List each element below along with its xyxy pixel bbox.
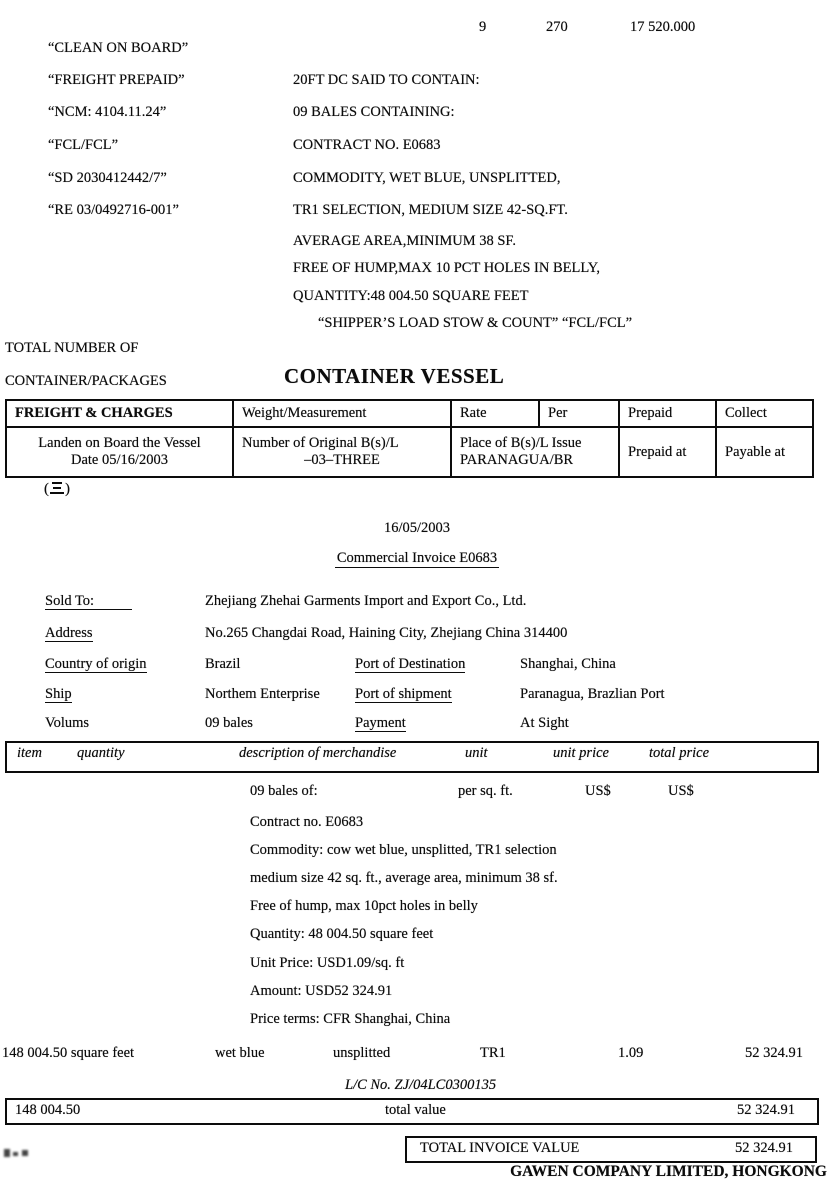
row-unit: per sq. ft.	[458, 783, 513, 799]
desc-line-contract: Contract no. E0683	[250, 814, 364, 830]
field-sold-to-value: Zhejiang Zhehai Garments Import and Export Co., Ltd.	[205, 593, 527, 609]
desc-free-of-hump: FREE OF HUMP,MAX 10 PCT HOLES IN BELLY,	[293, 260, 600, 276]
freight-charges-table	[5, 399, 814, 478]
desc-bales: 09 BALES CONTAINING:	[293, 104, 455, 120]
three-character-icon	[50, 482, 64, 494]
row-bales-of: 09 bales of:	[250, 783, 318, 799]
desc-line-terms: Price terms: CFR Shanghai, China	[250, 1011, 451, 1027]
col-total-price: total price	[649, 745, 710, 761]
cell-payable-at: Payable at	[716, 427, 813, 477]
invoice-title-text: Commercial Invoice E0683	[336, 550, 498, 566]
desc-said-to-contain: 20FT DC SAID TO CONTAIN:	[293, 72, 480, 88]
desc-commodity: COMMODITY, WET BLUE, UNSPLITTED,	[293, 170, 561, 186]
col-quantity: quantity	[77, 745, 125, 761]
col-prepaid: Prepaid	[619, 400, 716, 427]
col-freight-charges: FREIGHT & CHARGES	[6, 400, 233, 427]
item-spec: unsplitted	[333, 1045, 391, 1061]
date-line: Date 05/16/2003	[70, 452, 169, 468]
clause-freight-prepaid: “FREIGHT PREPAID”	[48, 72, 185, 88]
desc-line-hump: Free of hump, max 10pct holes in belly	[250, 898, 478, 914]
item-total: 52 324.91	[745, 1045, 803, 1061]
place-issue-line: Place of B(s)/L Issue	[460, 435, 582, 451]
col-collect: Collect	[716, 400, 813, 427]
total-invoice-box	[405, 1136, 817, 1163]
cell-place-of-issue	[451, 427, 619, 477]
field-volums-value: 09 bales	[205, 715, 253, 731]
row-unit-usd: US$	[585, 783, 611, 799]
desc-line-size: medium size 42 sq. ft., average area, minimum 38 sf.	[250, 870, 558, 886]
company-signature: GAWEN COMPANY LIMITED, HONGKONG	[510, 1163, 827, 1180]
total-invoice-amount: 52 324.91	[735, 1140, 793, 1156]
total-qty: 148 004.50	[15, 1102, 81, 1118]
field-port-destination-value: Shanghai, China	[520, 656, 616, 672]
col-unit: unit	[465, 745, 488, 761]
field-address-label: Address	[45, 625, 93, 641]
total-value-row	[5, 1098, 819, 1125]
item-selection: TR1	[480, 1045, 506, 1061]
invoice-date: 16/05/2003	[383, 520, 451, 536]
desc-line-unit-price: Unit Price: USD1.09/sq. ft	[250, 955, 405, 971]
lc-number-line: L/C No. ZJ/04LC0300135	[345, 1077, 497, 1093]
paren-open: (	[44, 481, 49, 497]
total-number-of-label: TOTAL NUMBER OF	[5, 340, 139, 356]
desc-line-commodity: Commodity: cow wet blue, unsplitted, TR1 selection	[250, 842, 557, 858]
scan-smudge	[4, 1147, 30, 1158]
paranagua-line: PARANAGUA/BR	[460, 452, 574, 468]
section-marker	[44, 481, 70, 498]
field-volums-label: Volums	[45, 715, 90, 731]
clause-clean-on-board: “CLEAN ON BOARD”	[48, 40, 189, 56]
desc-selection: TR1 SELECTION, MEDIUM SIZE 42-SQ.FT.	[293, 202, 568, 218]
landed-line: Landen on Board the Vessel	[38, 435, 201, 451]
total-value-amount: 52 324.91	[737, 1102, 795, 1118]
paren-close: )	[65, 481, 70, 497]
clause-re-number: “RE 03/0492716-001”	[48, 202, 179, 218]
container-vessel-title: CONTAINER VESSEL	[284, 364, 505, 388]
desc-contract-no: CONTRACT NO. E0683	[293, 137, 441, 153]
invoice-title	[0, 550, 834, 567]
field-address-value: No.265 Changdai Road, Haining City, Zhejiang China 314400	[205, 625, 568, 641]
cell-prepaid-at: Prepaid at	[619, 427, 716, 477]
original-bl-line: Number of Original B(s)/L	[242, 435, 399, 451]
field-port-shipment-value: Paranagua, Brazlian Port	[520, 686, 665, 702]
field-ship-label: Ship	[45, 686, 72, 702]
item-commodity: wet blue	[215, 1045, 265, 1061]
item-qty: 148 004.50 square feet	[2, 1045, 135, 1061]
field-country-label: Country of origin	[45, 656, 147, 672]
item-table-header	[5, 741, 819, 773]
desc-quantity: QUANTITY:48 004.50 SQUARE FEET	[293, 288, 529, 304]
field-sold-to-label: Sold To:	[45, 593, 132, 610]
col-item: item	[17, 745, 42, 761]
field-payment-value: At Sight	[520, 715, 569, 731]
col-per: Per	[539, 400, 619, 427]
clause-fcl-fcl: “FCL/FCL”	[48, 137, 119, 153]
cell-original-bl	[233, 427, 451, 477]
col-weight-measurement: Weight/Measurement	[233, 400, 451, 427]
desc-line-amount: Amount: USD52 324.91	[250, 983, 393, 999]
col-rate: Rate	[451, 400, 539, 427]
three-line: –03–THREE	[304, 452, 380, 468]
row-total-usd: US$	[668, 783, 694, 799]
container-packages-label: CONTAINER/PACKAGES	[5, 373, 167, 389]
clause-sd-number: “SD 2030412442/7”	[48, 170, 167, 186]
cell-landed-on-board	[6, 427, 233, 477]
total-value-label: total value	[385, 1102, 446, 1118]
total-invoice-label: TOTAL INVOICE VALUE	[420, 1140, 580, 1156]
item-unit-price: 1.09	[618, 1045, 644, 1061]
field-port-shipment-label: Port of shipment	[355, 686, 452, 702]
desc-average-area: AVERAGE AREA,MINIMUM 38 SF.	[293, 233, 516, 249]
desc-shippers-load: “SHIPPER’S LOAD STOW & COUNT” “FCL/FCL”	[318, 315, 633, 331]
top-number-3: 17 520.000	[630, 19, 696, 35]
field-country-value: Brazil	[205, 656, 241, 672]
field-ship-value: Northem Enterprise	[205, 686, 320, 702]
field-port-destination-label: Port of Destination	[355, 656, 466, 672]
clause-ncm: “NCM: 4104.11.24”	[48, 104, 167, 120]
top-number-2: 270	[546, 19, 568, 35]
field-payment-label: Payment	[355, 715, 406, 731]
top-number-1: 9	[479, 19, 487, 35]
desc-line-quantity: Quantity: 48 004.50 square feet	[250, 926, 434, 942]
col-unit-price: unit price	[553, 745, 609, 761]
col-description: description of merchandise	[239, 745, 397, 761]
